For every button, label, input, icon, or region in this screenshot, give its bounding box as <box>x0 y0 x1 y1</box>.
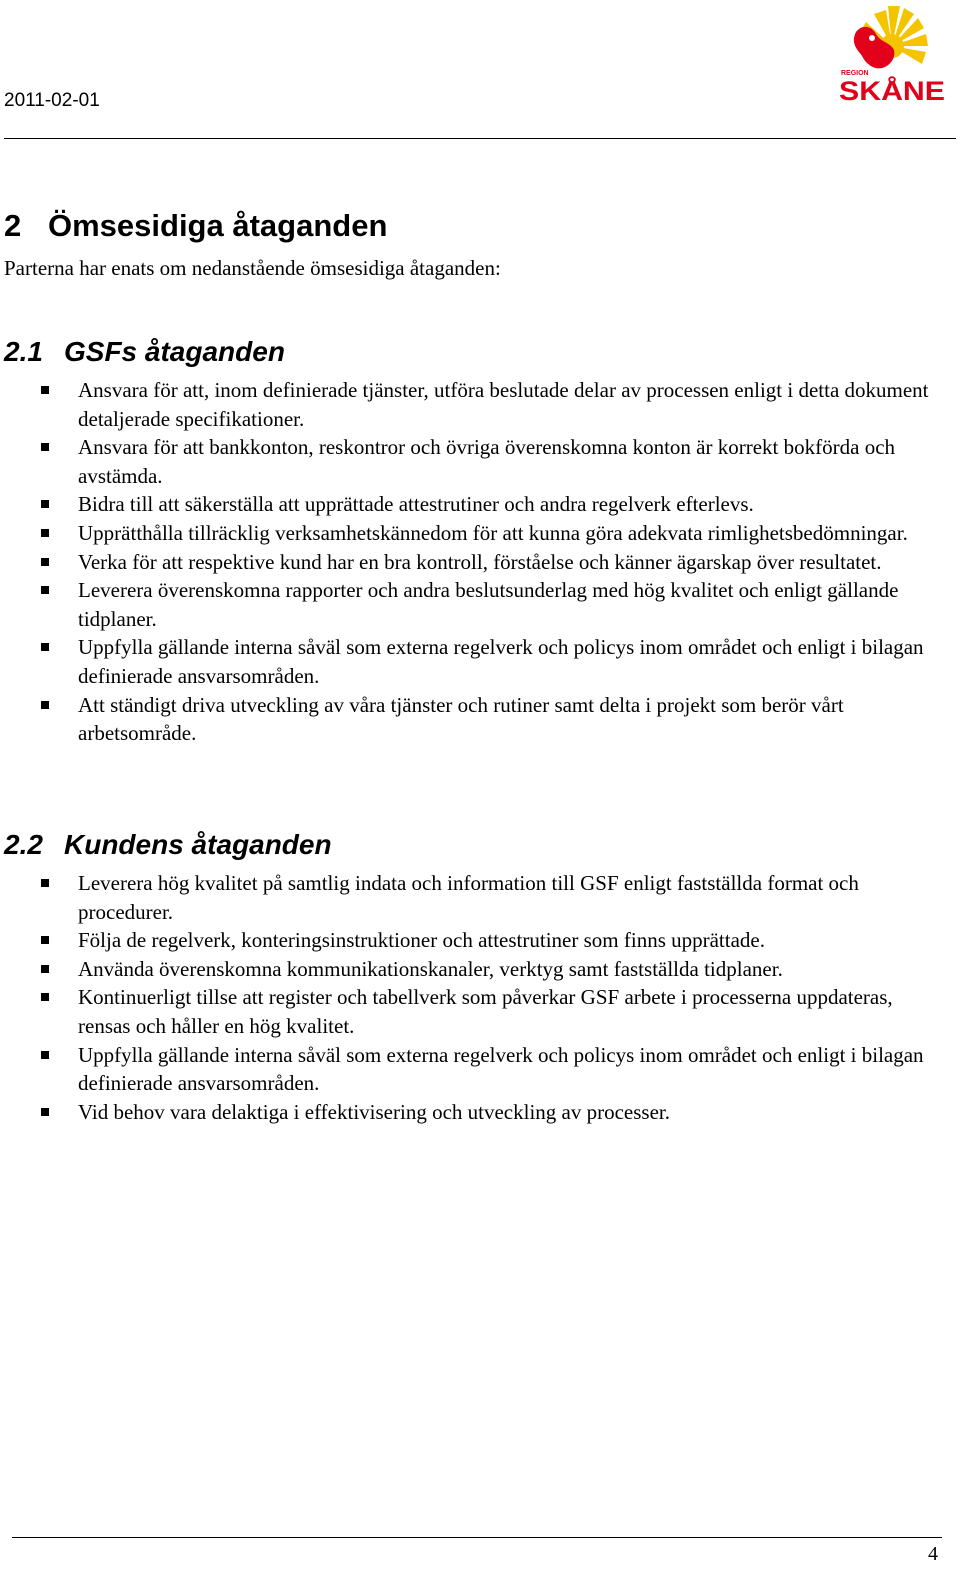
subsection-number: 2.1 <box>4 336 43 367</box>
square-bullet-icon <box>41 500 49 508</box>
list-item-text: Kontinuerligt tillse att register och tabellverk som påverkar GSF arbete i processerna uppdateras, rensas och håller en hög kvalitet. <box>78 985 893 1038</box>
gsf-commitments-list <box>0 376 960 748</box>
list-item-text: Uppfylla gällande interna såväl som externa regelverk och policys inom området och enligt i bilagan definierade ansvarsområden. <box>78 635 924 688</box>
subsection-number: 2.2 <box>4 829 43 860</box>
list-item <box>0 548 960 577</box>
list-item-text: Ansvara för att bankkonton, reskontror och övriga överenskomna konton är korrekt bokförda och avstämda. <box>78 435 896 488</box>
list-item <box>0 433 960 490</box>
list-item-text: Upprätthålla tillräcklig verksamhetskännedom för att kunna göra adekvata rimlighetsbedömningar. <box>78 520 908 545</box>
list-item <box>0 576 960 633</box>
list-item-text: Uppfylla gällande interna såväl som externa regelverk och policys inom området och enligt i bilagan definierade ansvarsområden. <box>78 1042 924 1096</box>
list-item-text: Verka för att respektive kund har en bra kontroll, förståelse och känner ägarskap över resultatet. <box>78 549 882 574</box>
section-heading <box>4 208 387 244</box>
list-item-text: Leverera hög kvalitet på samtlig indata och information till GSF enligt fastställda format och procedurer. <box>78 871 859 924</box>
square-bullet-icon <box>41 1108 49 1116</box>
list-item <box>0 691 960 748</box>
list-item <box>0 983 960 1040</box>
list-item <box>0 490 960 519</box>
subsection-heading-gsf <box>4 336 285 368</box>
section-number: 2 <box>4 208 22 243</box>
page-number: 4 <box>928 1543 938 1565</box>
list-item <box>0 633 960 690</box>
list-item <box>0 519 960 548</box>
list-item-text: Använda överenskomna kommunikationskanaler, verktyg samt fastställda tidplaner. <box>78 956 783 981</box>
header-divider <box>4 138 956 139</box>
square-bullet-icon <box>41 1051 49 1059</box>
list-item <box>0 1041 960 1098</box>
list-item-text: Ansvara för att, inom definierade tjänster, utföra beslutade delar av processen enligt i detta dokument detaljerade specifikationer. <box>78 378 929 431</box>
section-intro: Parterna har enats om nedanstående ömsesidiga åtaganden: <box>4 256 501 280</box>
list-item-text: Att ständigt driva utveckling av våra tjänster och rutiner samt delta i projekt som berör vårt arbetsområde. <box>78 692 844 746</box>
logo-small-text: REGION <box>841 70 869 77</box>
list-item-text: Följa de regelverk, konteringsinstruktioner och attestrutiner som finns upprättade. <box>78 928 765 953</box>
list-item-text: Leverera överenskomna rapporter och andra beslutsunderlag med hög kvalitet och enligt gällande tidplaner. <box>78 578 899 631</box>
region-skane-logo <box>836 2 948 104</box>
logo-text: SKÅNE <box>839 76 934 104</box>
customer-commitments-list <box>0 869 960 1126</box>
square-bullet-icon <box>41 879 49 887</box>
list-item-text: Bidra till att säkerställa att upprättade attestrutiner och andra regelverk efterlevs. <box>78 492 754 517</box>
square-bullet-icon <box>41 443 49 451</box>
square-bullet-icon <box>41 386 49 394</box>
header-date: 2011-02-01 <box>4 90 100 111</box>
square-bullet-icon <box>41 965 49 973</box>
square-bullet-icon <box>41 558 49 566</box>
list-item-text: Vid behov vara delaktiga i effektivisering och utveckling av processer. <box>78 1099 670 1124</box>
subsection-title: Kundens åtaganden <box>64 829 332 860</box>
list-item <box>0 926 960 955</box>
square-bullet-icon <box>41 643 49 651</box>
list-item <box>0 376 960 433</box>
list-item <box>0 869 960 926</box>
section-title: Ömsesidiga åtaganden <box>48 208 388 243</box>
square-bullet-icon <box>41 586 49 594</box>
list-item <box>0 955 960 984</box>
subsection-heading-kund <box>4 829 332 861</box>
subsection-title: GSFs åtaganden <box>64 336 285 367</box>
square-bullet-icon <box>41 701 49 709</box>
list-item <box>0 1098 960 1127</box>
footer-divider <box>12 1537 942 1538</box>
square-bullet-icon <box>41 993 49 1001</box>
square-bullet-icon <box>41 529 49 537</box>
square-bullet-icon <box>41 936 49 944</box>
